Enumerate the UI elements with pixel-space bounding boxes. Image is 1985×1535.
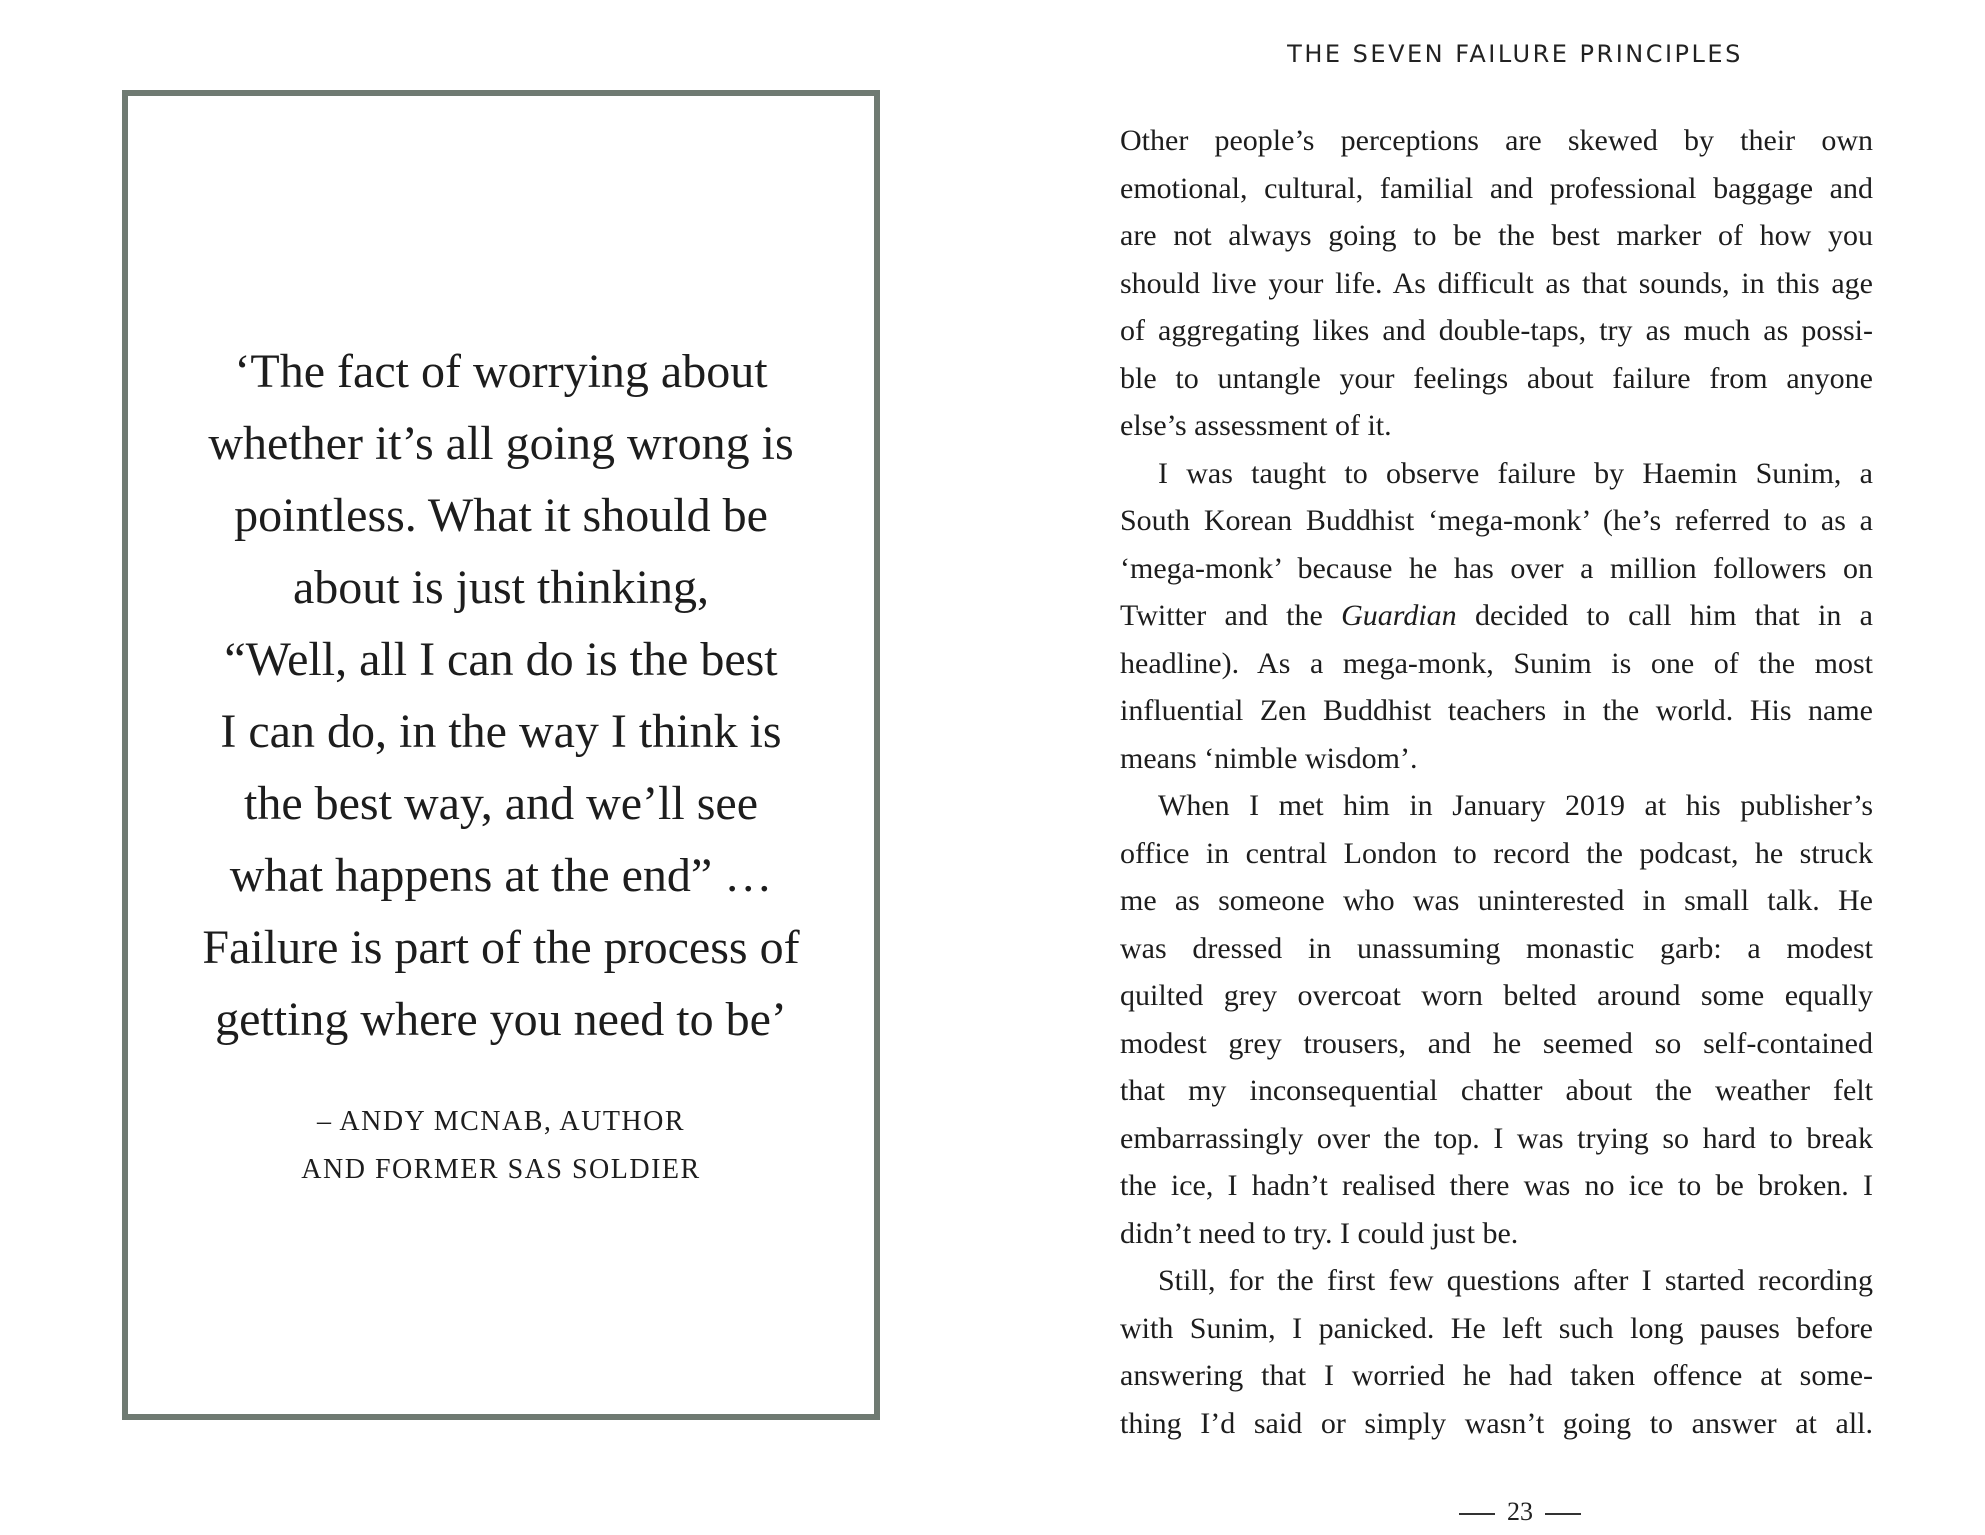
folio-dash-right xyxy=(1545,1513,1581,1515)
body-line: I was taught to observe failure by Haemin Sunim, a xyxy=(1158,456,1873,490)
body-line: quilted grey overcoat worn belted around some equally xyxy=(1120,979,1873,1012)
body-line: influential Zen Buddhist teachers in the world. His name xyxy=(1120,694,1873,727)
quote-line: about is just thinking, xyxy=(292,561,709,614)
body-line: ‘mega-monk’ because he has over a million followers on xyxy=(1120,551,1873,585)
body-line: When I met him in January 2019 at his publisher’s xyxy=(1158,789,1873,822)
quote-line: ‘The fact of worrying about xyxy=(234,345,768,398)
body-line: answering that I worried he had taken offence at some- xyxy=(1120,1359,1873,1392)
body-line: me as someone who was uninterested in small talk. He xyxy=(1120,884,1873,917)
body-line: emotional, cultural, familial and professional baggage and xyxy=(1120,171,1873,205)
body-line: office in central London to record the podcast, he struck xyxy=(1120,836,1873,870)
body-line: ble to untangle your feelings about failure from anyone xyxy=(1120,361,1873,395)
pull-quote xyxy=(188,336,814,1056)
body-line: means ‘nimble wisdom’. xyxy=(1120,741,1418,775)
body-line: was dressed in unassuming monastic garb: a modest xyxy=(1120,931,1873,965)
quote-block xyxy=(188,336,814,1194)
quote-line: whether it’s all going wrong is xyxy=(208,417,794,470)
attribution-line: AND FORMER SAS SOLDIER xyxy=(301,1154,701,1185)
running-head: THE SEVEN FAILURE PRINCIPLES xyxy=(1287,40,1743,68)
body-line: embarrassingly over the top. I was trying so hard to break xyxy=(1120,1121,1873,1155)
quote-frame xyxy=(122,90,880,1420)
body-line: else’s assessment of it. xyxy=(1120,409,1392,442)
page-number xyxy=(1420,1497,1620,1527)
quote-line: “Well, all I can do is the best xyxy=(224,633,778,686)
body-text-segment: Twitter and the xyxy=(1120,599,1342,632)
body-line: the ice, I hadn’t realised there was no ice to be broken. I xyxy=(1120,1169,1873,1202)
quote-line: I can do, in the way I think is xyxy=(220,705,782,758)
quote-line: Failure is part of the process of xyxy=(202,921,800,974)
quote-line: pointless. What it should be xyxy=(234,489,768,542)
page-number-value: 23 xyxy=(1507,1497,1533,1526)
body-line: Still, for the first few questions after I started recording xyxy=(1158,1264,1873,1297)
body-line: of aggregating likes and double-taps, try as much as possi- xyxy=(1120,314,1873,347)
italic-title-guardian: Guardian xyxy=(1341,599,1457,632)
body-line-with-italic xyxy=(1120,592,1873,640)
body-text-segment: decided to call him that in a xyxy=(1456,599,1874,632)
body-line: South Korean Buddhist ‘mega-monk’ (he’s referred to as a xyxy=(1120,504,1873,537)
body-line: should live your life. As difficult as that sounds, in this age xyxy=(1120,266,1873,300)
body-line: headline). As a mega-monk, Sunim is one of the most xyxy=(1120,646,1873,680)
body-line: are not always going to be the best marker of how you xyxy=(1120,219,1873,252)
body-line: with Sunim, I panicked. He left such long pauses before xyxy=(1120,1311,1873,1345)
body-text xyxy=(1120,117,1873,1447)
quote-attribution xyxy=(188,1098,814,1194)
body-line: thing I’d said or simply wasn’t going to answer at all. xyxy=(1120,1406,1873,1440)
quote-line: getting where you need to be’ xyxy=(215,993,787,1046)
body-line: that my inconsequential chatter about the weather felt xyxy=(1120,1074,1873,1107)
attribution-line: – ANDY MCNAB, AUTHOR xyxy=(316,1106,686,1137)
body-line: didn’t need to try. I could just be. xyxy=(1120,1216,1519,1250)
quote-line: what happens at the end” … xyxy=(229,849,773,902)
quote-line: the best way, and we’ll see xyxy=(243,777,759,830)
folio-dash-left xyxy=(1459,1513,1495,1515)
body-line: Other people’s perceptions are skewed by their own xyxy=(1120,124,1873,157)
body-line: modest grey trousers, and he seemed so self-contained xyxy=(1120,1026,1873,1060)
